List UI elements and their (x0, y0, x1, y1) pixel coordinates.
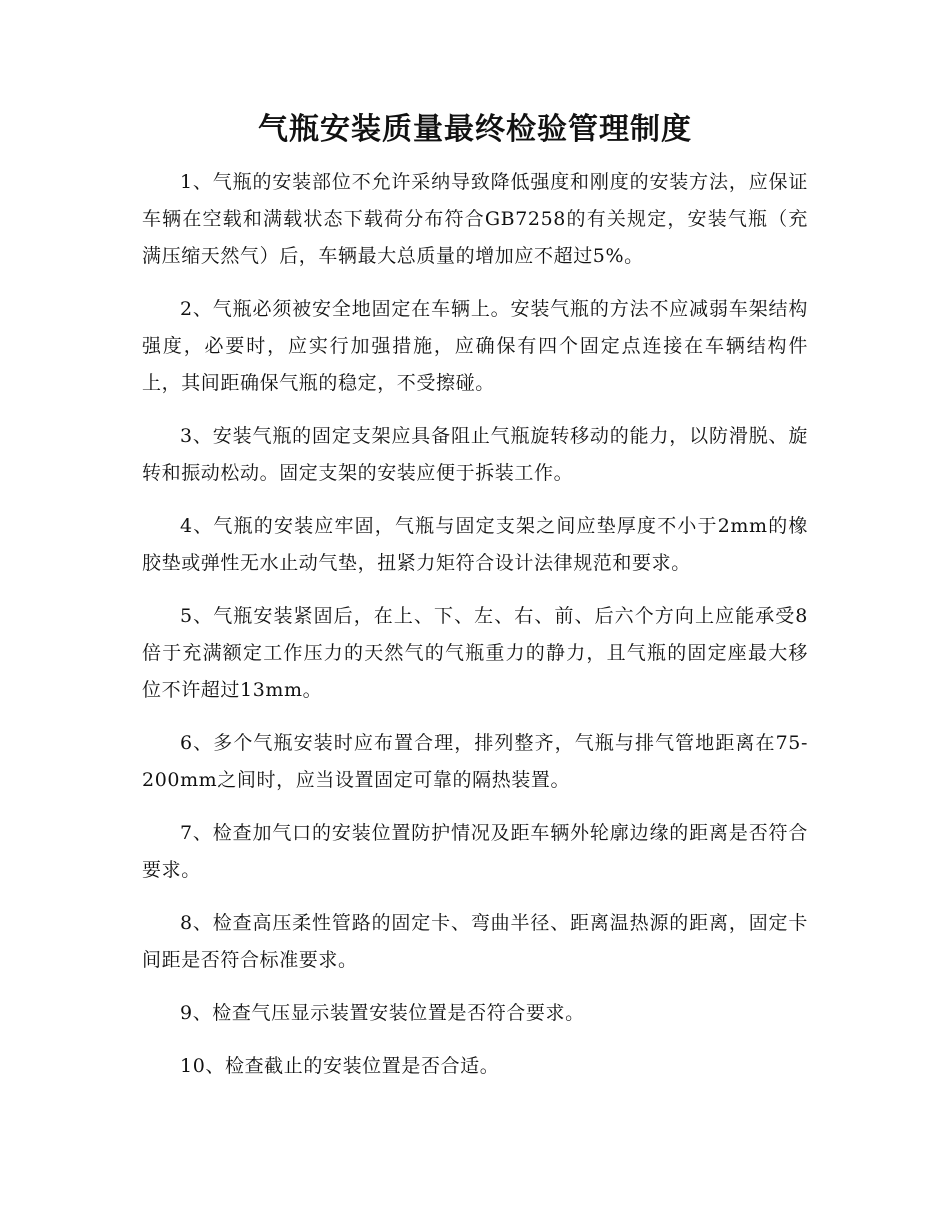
paragraph-2: 2、气瓶必须被安全地固定在车辆上。安装气瓶的方法不应减弱车架结构强度，必要时，应实行加强措施，应确保有四个固定点连接在车辆结构件上，其间距确保气瓶的稳定，不受擦碰。 (142, 298, 808, 394)
paragraph-4: 4、气瓶的安装应牢固，气瓶与固定支架之间应垫厚度不小于2mm的橡胶垫或弹性无水止动气垫，扭紧力矩符合设计法律规范和要求。 (142, 515, 808, 574)
paragraph-8: 8、检查高压柔性管路的固定卡、弯曲半径、距离温热源的距离，固定卡间距是否符合标准要求。 (142, 912, 808, 971)
paragraph-9: 9、检查气压显示装置安装位置是否符合要求。 (180, 1002, 585, 1024)
document-body (142, 164, 808, 1101)
paragraph-7: 7、检查加气口的安装位置防护情况及距车辆外轮廓边缘的距离是否符合要求。 (142, 822, 808, 881)
paragraph-5: 5、气瓶安装紧固后，在上、下、左、右、前、后六个方向上应能承受8倍于充满额定工作压力的天然气的气瓶重力的静力，且气瓶的固定座最大移位不许超过13mm。 (142, 605, 808, 701)
paragraph-3: 3、安装气瓶的固定支架应具备阻止气瓶旋转移动的能力，以防滑脱、旋转和振动松动。固定支架的安装应便于拆装工作。 (142, 425, 808, 484)
paragraph-10: 10、检查截止的安装位置是否合适。 (180, 1055, 500, 1077)
document-title: 气瓶安装质量最终检验管理制度 (258, 112, 692, 147)
paragraph-1: 1、气瓶的安装部位不允许采纳导致降低强度和刚度的安装方法，应保证车辆在空载和满载状态下载荷分布符合GB7258的有关规定，安装气瓶（充满压缩天然气）后，车辆最大总质量的增加应不超过5%。 (142, 171, 808, 267)
paragraph-6: 6、多个气瓶安装时应布置合理，排列整齐，气瓶与排气管地距离在75-200mm之间时，应当设置固定可靠的隔热装置。 (142, 732, 808, 791)
